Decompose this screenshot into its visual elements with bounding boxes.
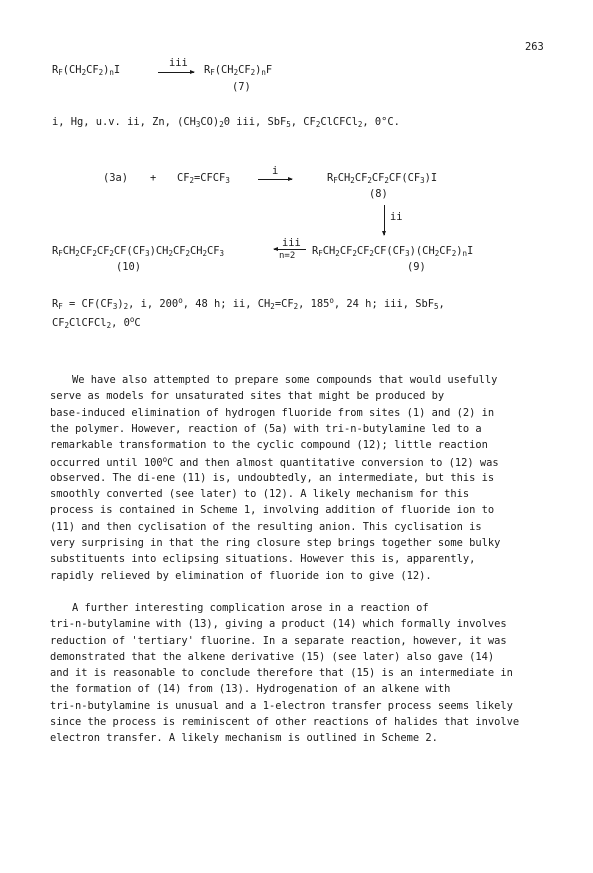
paragraph-2 (50, 602, 560, 749)
plus-sign: + (150, 172, 157, 184)
text-line: smoothly converted (see later) to (12). A likely mechanism for this (50, 488, 470, 501)
step3-reagent: iii (282, 237, 301, 249)
paragraph-1 (50, 374, 560, 586)
text-line: tri-n-butylamine with (13), giving a product (14) which formally involves (50, 618, 507, 631)
step2-arrow (384, 205, 385, 235)
compound-8: $R_FCH_2CF_2CF_2CF(CF_3)I$ (327, 172, 438, 185)
page-number: 263 (525, 41, 544, 53)
scheme-a-conditions: i, Hg, u.v. ii, Zn, $(CH_3CO)_20$ iii, SbF$_5$, $CF_2ClCFCl_2$, 0°C. (52, 116, 400, 129)
step1-reagent: i (272, 165, 279, 177)
compound-9: $R_FCH_2CF_2CF_2CF(CF_3)(CH_2CF_2)_nI$ (312, 245, 474, 258)
scheme-a-reagent: iii (169, 57, 188, 69)
text-line: process is contained in Scheme 1, involving addition of fluoride ion to (50, 504, 495, 517)
text-line: A further interesting complication arose in a reaction of (72, 602, 429, 614)
compound-10-label: (10) (116, 261, 142, 273)
compound-9-label: (9) (407, 261, 426, 273)
step3-condition: n=2 (279, 251, 296, 261)
step3-arrow (274, 249, 306, 250)
text-line: We have also attempted to prepare some compounds that would usefully (72, 374, 498, 386)
step2-reagent: ii (390, 211, 403, 223)
text-line: the formation of (14) from (13). Hydrogenation of an alkene with (50, 683, 451, 696)
step1-arrow (258, 179, 292, 180)
scheme-b-conditions-line1: $R_F = CF(CF_3)_2$, i, 200$^o$, 48 h; ii, $CH_2=CF_2$, 185$^o$, 24 h; iii, SbF$_5$, (52, 296, 445, 311)
text-line: tri-n-butylamine is unusual and a 1-electron transfer process seems likely (50, 699, 513, 712)
text-line: serve as models for unsaturated sites that might be produced by (50, 390, 445, 403)
compound-3a: (3a) (103, 172, 129, 184)
scheme-b-conditions-line2: $CF_2ClCFCl_2$, 0$^o$C (52, 315, 141, 330)
text-line: occurred until 100$^o$C and then almost quantitative conversion to (12) was (50, 455, 499, 470)
compound-8-label: (8) (369, 188, 388, 200)
scheme-a-arrow (158, 72, 194, 73)
text-line: electron transfer. A likely mechanism is outlined in Scheme 2. (50, 732, 438, 745)
text-line: observed. The di-ene (11) is, undoubtedly, an intermediate, but this is (50, 471, 495, 484)
text-line: and it is reasonable to conclude therefore that (15) is an intermediate in (50, 667, 513, 680)
text-line: since the process is reminiscent of other reactions of halides that involve (50, 716, 520, 729)
text-line: reduction of 'tertiary' fluorine. In a separate reaction, however, it was (50, 634, 507, 647)
text-line: demonstrated that the alkene derivative (15) (see later) also gave (14) (50, 650, 495, 663)
text-line: substituents into eclipsing situations. However this is, apparently, (50, 553, 476, 566)
text-line: rapidly relieved by elimination of fluoride ion to give (12). (50, 569, 432, 582)
text-line: very surprising in that the ring closure step brings together some bulky (50, 536, 501, 549)
compound-10: $R_FCH_2CF_2CF_2CF(CF_3)CH_2CF_2CH_2CF_3$ (52, 245, 225, 258)
text-line: remarkable transformation to the cyclic compound (12); little reaction (50, 439, 488, 452)
compound-7-label: (7) (232, 81, 251, 93)
scheme-a-product: $R_F(CH_2CF_2)_nF$ (204, 64, 273, 77)
scheme-a-reactant: $R_F(CH_2CF_2)_nI$ (52, 64, 121, 77)
text-line: the polymer. However, reaction of (5a) with tri-n-butylamine led to a (50, 422, 482, 435)
text-line: base-induced elimination of hydrogen fluoride from sites (1) and (2) in (50, 406, 495, 419)
text-line: (11) and then cyclisation of the resulting anion. This cyclisation is (50, 520, 482, 533)
hexafluoropropene: $CF_2=CFCF_3$ (177, 172, 230, 185)
